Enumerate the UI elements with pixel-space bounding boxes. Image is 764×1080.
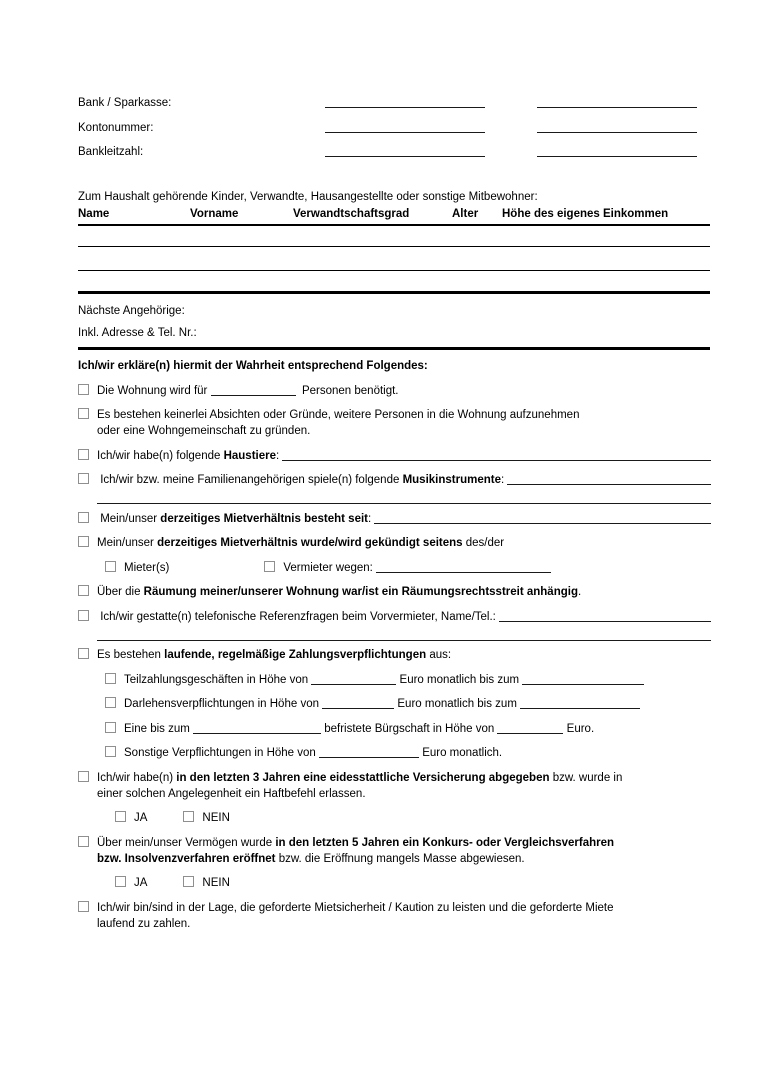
checkbox[interactable] (78, 901, 89, 912)
declaration-item (115, 810, 730, 826)
declaration-item (78, 511, 711, 527)
blank-line[interactable] (376, 569, 551, 573)
declaration-item (78, 635, 711, 639)
declaration-item (78, 448, 711, 464)
declaration-heading: Ich/wir erkläre(n) hiermit der Wahrheit entsprechend Folgendes: (78, 359, 428, 372)
bank-row (78, 122, 710, 147)
item-text: NEIN (202, 877, 230, 889)
item-text: Ich/wir habe(n) folgende (97, 449, 224, 462)
item-text: Ich/wir bin/sind in der Lage, die geforderte Mietsicherheit / Kaution zu leisten und die geforderte Miete (97, 901, 614, 914)
item-text: derzeitiges Mietverhältnis wurde/wird gekündigt seitens (157, 537, 463, 549)
item-text: bzw. Insolvenzverfahren eröffnet (97, 852, 276, 865)
declaration-item (78, 498, 711, 502)
checkbox[interactable] (78, 449, 89, 460)
blank-line[interactable] (497, 730, 563, 734)
declaration-item (105, 721, 730, 737)
checkbox[interactable] (105, 722, 116, 733)
item-text: Euro monatlich bis zum (396, 673, 523, 686)
item-text: bzw. wurde in (549, 771, 623, 784)
item-text: JA (134, 812, 148, 824)
item-text: Die Wohnung wird für (97, 384, 211, 397)
checkbox[interactable] (105, 561, 116, 572)
item-text: : (276, 449, 283, 462)
checkbox[interactable] (78, 512, 89, 523)
blank-line[interactable] (193, 730, 321, 734)
blank-line[interactable] (522, 681, 644, 685)
item-text: NEIN (202, 812, 230, 824)
checkbox[interactable] (78, 473, 89, 484)
blank-line[interactable] (537, 129, 697, 133)
declaration-item (115, 875, 730, 891)
checkbox[interactable] (115, 811, 126, 822)
checkbox[interactable] (78, 836, 89, 847)
spacer (147, 885, 183, 886)
checkbox[interactable] (78, 648, 89, 659)
declaration-item (78, 535, 730, 551)
declaration-item (78, 647, 730, 663)
declaration-item (78, 835, 730, 867)
item-text: : (368, 512, 375, 525)
next-of-kin-address-label: Inkl. Adresse & Tel. Nr.: (78, 326, 197, 339)
blank-line[interactable] (325, 153, 485, 157)
household-table-header (78, 206, 710, 226)
spacer (169, 570, 264, 571)
blank-line[interactable] (537, 104, 697, 108)
blank-line[interactable] (507, 481, 711, 485)
next-of-kin-label: Nächste Angehörige: (78, 304, 185, 317)
checkbox[interactable] (183, 876, 194, 887)
bank-code-label: Bankleitzahl: (78, 146, 144, 158)
declaration-item (105, 696, 730, 712)
spacer (485, 105, 537, 106)
blank-line[interactable] (322, 705, 394, 709)
column-header-einkommen: Höhe des eigenes Einkommen (502, 207, 669, 220)
item-text: Teilzahlungsgeschäften in Höhe von (124, 673, 312, 686)
item-text: bzw. die Eröffnung mangels Masse abgewiesen. (275, 852, 525, 865)
checkbox[interactable] (78, 585, 89, 596)
item-text: des/der (462, 537, 505, 549)
spacer (78, 501, 97, 502)
checkbox[interactable] (78, 536, 89, 547)
blank-line[interactable] (311, 681, 396, 685)
item-text: Haustiere (223, 449, 276, 462)
blank-line[interactable] (282, 457, 711, 461)
item-text: aus: (426, 649, 452, 661)
item-text: Euro. (563, 722, 595, 735)
item-text: Über die (97, 586, 144, 598)
declaration-item (78, 472, 711, 488)
spacer (485, 130, 537, 131)
item-text: . (577, 586, 582, 598)
item-text: Musikinstrumente (402, 474, 501, 486)
column-header-verwandtschaftsgrad: Verwandtschaftsgrad (293, 207, 410, 220)
item-text: Ich/wir gestatte(n) telefonische Referenzfragen beim Vorvermieter, Name/Tel.: (97, 610, 500, 623)
bank-name-label: Bank / Sparkasse: (78, 97, 172, 109)
checkbox[interactable] (78, 771, 89, 782)
column-header-alter: Alter (452, 207, 479, 220)
blank-line[interactable] (97, 637, 711, 641)
item-text: Euro monatlich. (419, 747, 503, 759)
item-text: einer solchen Angelegenheit ein Haftbefehl erlassen. (97, 787, 366, 800)
section-divider (78, 347, 710, 350)
declaration-item (78, 407, 730, 439)
checkbox[interactable] (78, 384, 89, 395)
item-text: Eine bis zum (124, 722, 194, 735)
declaration-item (78, 609, 711, 625)
checkbox[interactable] (78, 408, 89, 419)
checkbox[interactable] (264, 561, 275, 572)
column-header-name: Name (78, 207, 110, 220)
spacer (78, 638, 97, 639)
item-text: in den letzten 3 Jahren eine eidesstattliche Versicherung abgegeben (176, 771, 550, 784)
table-empty-row[interactable] (78, 247, 710, 271)
item-text: laufende, regelmäßige Zahlungsverpflichtungen (164, 649, 427, 661)
spacer (485, 154, 537, 155)
declaration-item (78, 584, 730, 600)
item-text: Es bestehen (97, 649, 165, 661)
table-empty-row[interactable] (78, 226, 710, 247)
item-text: derzeitiges Mietverhältnis besteht seit (160, 512, 368, 525)
blank-line[interactable] (211, 392, 296, 396)
bank-row (78, 146, 710, 171)
item-text: oder eine Wohngemeinschaft zu gründen. (97, 425, 311, 437)
spacer (147, 820, 183, 821)
item-text: Ich/wir bzw. meine Familienangehörigen spiele(n) folgende (97, 474, 403, 486)
bank-row (78, 97, 710, 122)
item-text: : (500, 474, 508, 486)
blank-line[interactable] (374, 520, 711, 524)
checkbox[interactable] (183, 811, 194, 822)
declaration-item (105, 672, 730, 688)
account-number-label: Kontonummer: (78, 121, 154, 134)
item-text: Mieter(s) (124, 561, 170, 574)
item-text: Mein/unser (97, 512, 161, 525)
blank-line[interactable] (520, 705, 640, 709)
checkbox[interactable] (105, 697, 116, 708)
table-empty-row[interactable] (78, 271, 710, 294)
item-text: laufend zu zahlen. (97, 917, 191, 930)
bank-section (78, 97, 710, 171)
blank-line[interactable] (499, 618, 711, 622)
item-text: Über mein/unser Vermögen wurde (97, 836, 276, 849)
blank-line[interactable] (325, 129, 485, 133)
item-text: Darlehensverpflichtungen in Höhe von (124, 698, 323, 710)
item-text: Mein/unser (97, 537, 158, 549)
blank-line[interactable] (325, 104, 485, 108)
blank-line[interactable] (319, 754, 419, 758)
household-intro: Zum Haushalt gehörende Kinder, Verwandte, Hausangestellte oder sonstige Mitbewohner: (78, 190, 538, 203)
item-text: JA (134, 877, 148, 889)
item-text: Euro monatlich bis zum (394, 698, 521, 710)
declaration-item (105, 745, 730, 761)
item-text: Ich/wir habe(n) (97, 771, 177, 784)
checkbox[interactable] (78, 610, 89, 621)
checkbox[interactable] (105, 673, 116, 684)
checkbox[interactable] (115, 876, 126, 887)
declaration-list (78, 383, 710, 932)
declaration-item (78, 900, 730, 932)
declaration-item (78, 770, 730, 802)
item-text: Personen benötigt. (295, 384, 399, 397)
item-text: Räumung meiner/unserer Wohnung war/ist ein Räumungsrechtsstreit anhängig (143, 586, 578, 598)
item-text: Vermieter wegen: (283, 561, 377, 574)
blank-line[interactable] (97, 500, 711, 504)
declaration-item (78, 383, 730, 399)
blank-line[interactable] (537, 153, 697, 157)
column-header-vorname: Vorname (190, 207, 239, 220)
item-text: Sonstige Verpflichtungen in Höhe von (124, 747, 319, 759)
checkbox[interactable] (105, 746, 116, 757)
item-text: in den letzten 5 Jahren ein Konkurs- oder Vergleichsverfahren (275, 836, 615, 849)
item-text: befristete Bürgschaft in Höhe von (321, 722, 498, 735)
declaration-item (105, 560, 730, 576)
item-text: Es bestehen keinerlei Absichten oder Gründe, weitere Personen in die Wohnung aufzunehmen (97, 409, 580, 421)
